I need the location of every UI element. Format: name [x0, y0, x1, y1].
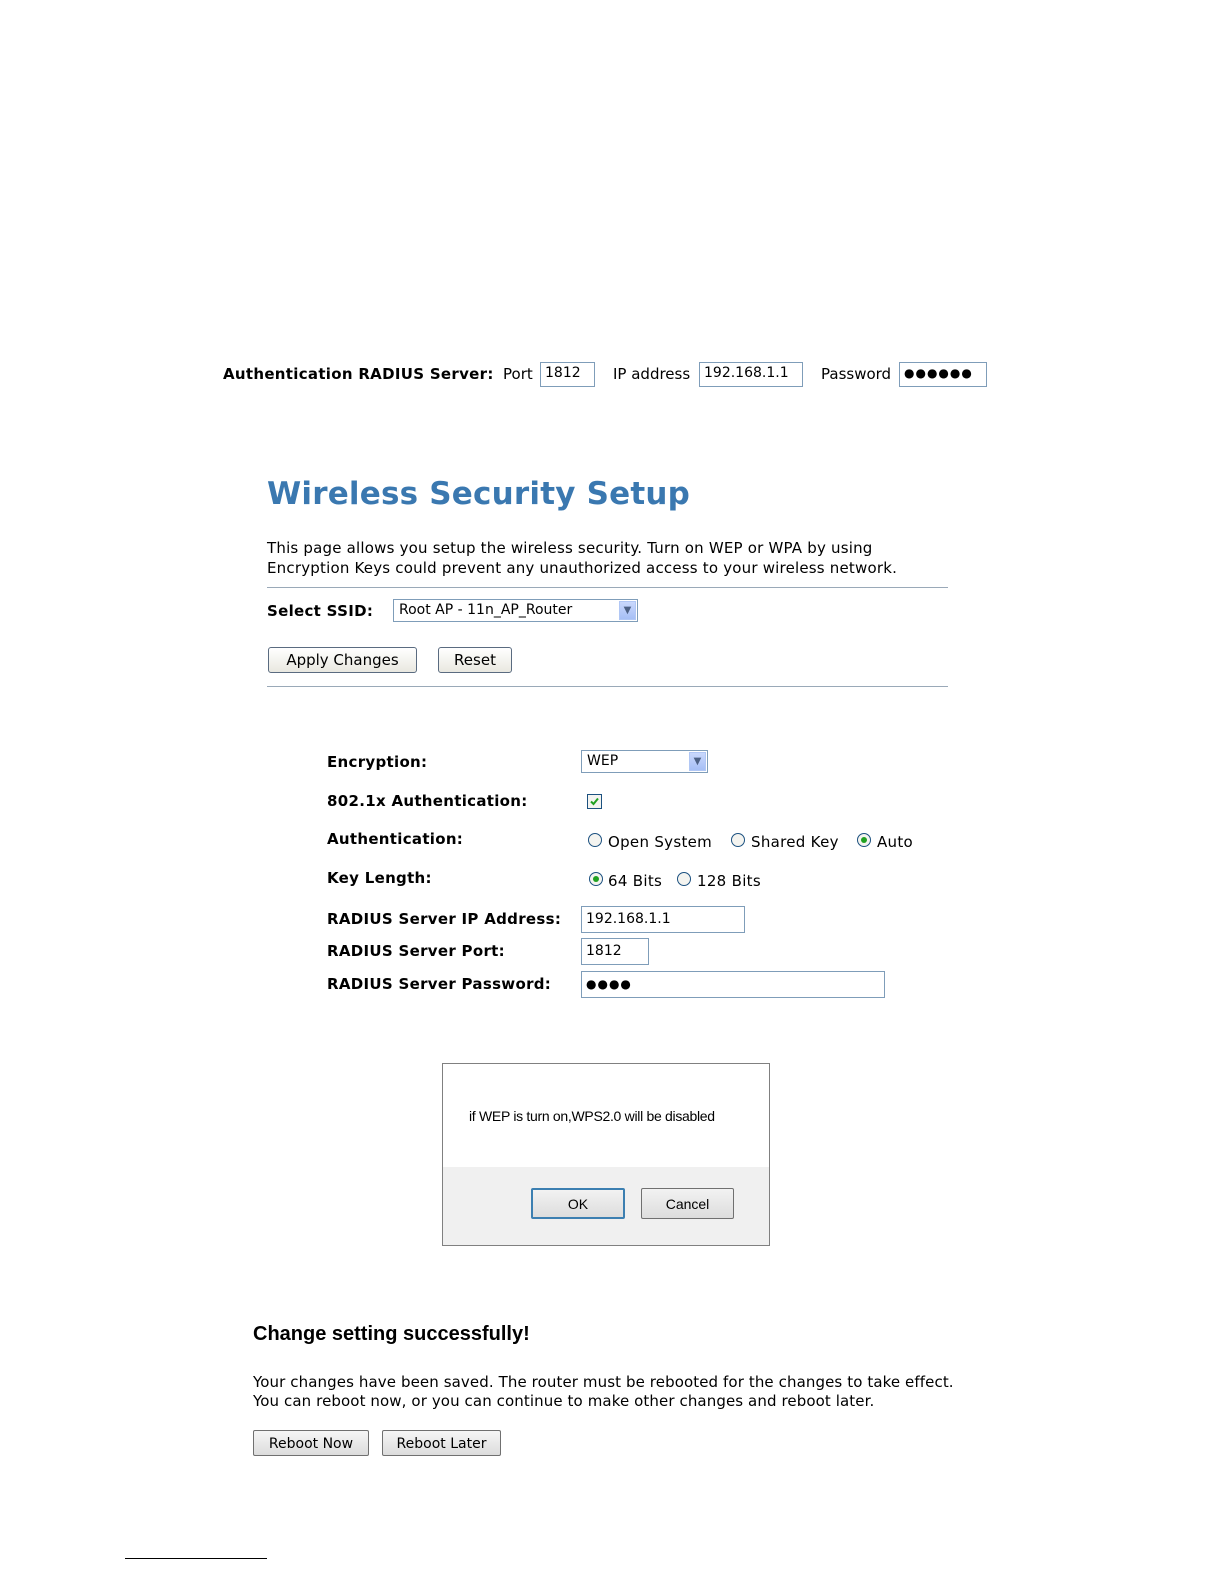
password-input[interactable]: ●●●●●● — [899, 362, 987, 387]
divider — [267, 587, 948, 588]
success-line-1: Your changes have been saved. The router must be rebooted for the changes to take effect. — [253, 1373, 954, 1391]
chevron-down-icon[interactable]: ▼ — [619, 601, 636, 620]
page-title: Wireless Security Setup — [267, 476, 691, 512]
reboot-later-button[interactable]: Reboot Later — [382, 1430, 501, 1456]
encryption-select[interactable] — [581, 750, 708, 773]
ok-button[interactable]: OK — [531, 1188, 625, 1219]
description-line-2: Encryption Keys could prevent any unauthorized access to your wireless network. — [267, 559, 898, 577]
authentication-label: Authentication: — [327, 830, 464, 848]
reboot-now-button[interactable]: Reboot Now — [253, 1430, 369, 1456]
confirm-dialog — [442, 1063, 770, 1246]
ip-address-input[interactable]: 192.168.1.1 — [699, 362, 803, 387]
radius-port-label: RADIUS Server Port: — [327, 942, 505, 960]
description-line-1: This page allows you setup the wireless security. Turn on WEP or WPA by using — [267, 539, 873, 557]
radius-port-input[interactable]: 1812 — [581, 938, 649, 965]
port-input[interactable]: 1812 — [540, 362, 595, 387]
radius-password-label: RADIUS Server Password: — [327, 975, 552, 993]
auth-shared-key-label: Shared Key — [751, 833, 839, 851]
encryption-select-value: WEP — [587, 753, 619, 769]
reset-button[interactable]: Reset — [438, 647, 512, 673]
apply-changes-button[interactable]: Apply Changes — [268, 647, 417, 673]
key-length-64-label: 64 Bits — [608, 872, 663, 890]
port-label: Port — [503, 365, 533, 383]
auth-open-system-label: Open System — [608, 833, 713, 851]
radius-ip-input[interactable]: 192.168.1.1 — [581, 906, 745, 933]
radius-ip-label: RADIUS Server IP Address: — [327, 910, 562, 928]
password-label: Password — [821, 365, 892, 383]
cancel-button[interactable]: Cancel — [641, 1188, 734, 1219]
radius-server-label: Authentication RADIUS Server: — [223, 365, 494, 383]
chevron-down-icon[interactable]: ▼ — [689, 752, 706, 771]
ip-address-label: IP address — [613, 365, 691, 383]
auth-open-system-radio[interactable] — [588, 833, 602, 847]
checkmark-icon — [588, 795, 601, 808]
success-title: Change setting successfully! — [253, 1323, 530, 1345]
select-ssid-label: Select SSID: — [267, 602, 374, 620]
key-length-label: Key Length: — [327, 869, 432, 887]
radius-password-input[interactable]: ●●●● — [581, 971, 885, 998]
auth-8021x-label: 802.1x Authentication: — [327, 792, 528, 810]
dialog-message: if WEP is turn on,WPS2.0 will be disabled — [469, 1108, 715, 1124]
auth-auto-radio[interactable] — [857, 833, 871, 847]
key-length-64-radio[interactable] — [589, 872, 603, 886]
ssid-select[interactable] — [393, 599, 638, 622]
key-length-128-radio[interactable] — [677, 872, 691, 886]
auth-auto-label: Auto — [877, 833, 914, 851]
key-length-128-label: 128 Bits — [697, 872, 761, 890]
divider — [267, 686, 948, 687]
ssid-select-value: Root AP - 11n_AP_Router — [399, 602, 573, 618]
auth-shared-key-radio[interactable] — [731, 833, 745, 847]
auth-8021x-checkbox[interactable] — [587, 794, 602, 809]
footnote-rule — [125, 1558, 267, 1559]
success-line-2: You can reboot now, or you can continue to make other changes and reboot later. — [253, 1392, 875, 1410]
encryption-label: Encryption: — [327, 753, 428, 771]
